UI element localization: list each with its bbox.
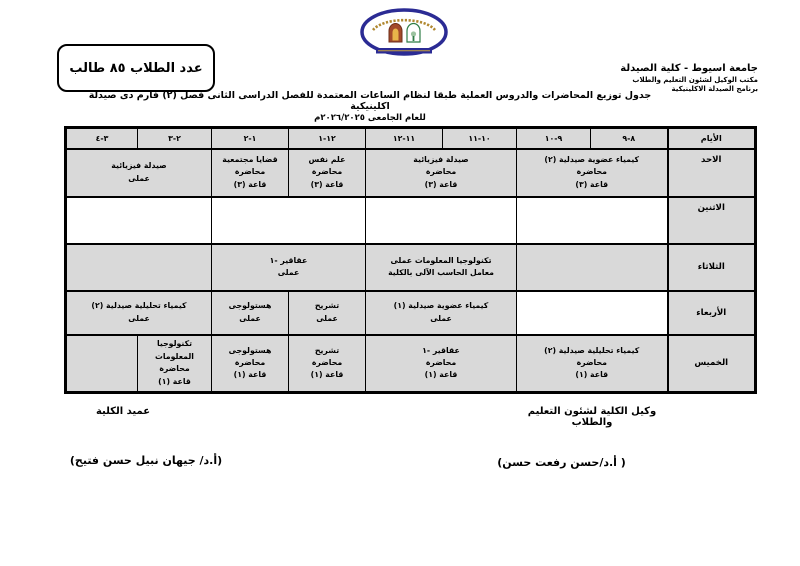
empty-cell bbox=[66, 197, 212, 244]
schedule-cell-line: عملى bbox=[430, 313, 452, 323]
document-title-block bbox=[70, 90, 670, 123]
time-slot-header: ٨-٩ bbox=[591, 128, 668, 149]
day-cell: الخميس bbox=[668, 335, 756, 393]
day-cell: الثلاثاء bbox=[668, 244, 756, 291]
schedule-cell bbox=[66, 291, 212, 335]
schedule-cell-line: محاضرة bbox=[576, 167, 607, 177]
university-logo-icon bbox=[357, 6, 452, 56]
time-slot-header: ٣-٤ bbox=[66, 128, 138, 149]
schedule-cell-line: قاعة (٣) bbox=[233, 179, 267, 189]
schedule-cell-line: قاعة (٣) bbox=[310, 179, 344, 189]
schedule-cell-line: كيمياء تحليلية صيدلية (٢) bbox=[544, 345, 640, 355]
days-column-header: الأيام bbox=[668, 128, 756, 149]
time-slot-header: ٢-٣ bbox=[138, 128, 212, 149]
schedule-cell bbox=[212, 244, 366, 291]
student-count-text: عدد الطلاب ٨٥ طالب bbox=[69, 60, 203, 76]
schedule-cell-line: محاضرة bbox=[425, 358, 457, 368]
schedule-cell-line: تشريح bbox=[314, 345, 340, 355]
schedule-cell bbox=[366, 244, 517, 291]
schedule-cell-line: عقاقير -١ bbox=[422, 345, 460, 355]
schedule-cell-line: صيدلة فيزيائية bbox=[111, 161, 167, 171]
schedule-cell-line: هستولوجى bbox=[228, 345, 272, 355]
schedule-cell-line: تكنولوجيا المعلومات عملى bbox=[390, 255, 492, 265]
schedule-cell-line: قاعة (١) bbox=[158, 376, 191, 386]
schedule-cell-line: عملى bbox=[128, 313, 150, 323]
schedule-cell bbox=[366, 335, 517, 393]
dean-name: (أ.د/ جيهان نبيل حسن فتيح) bbox=[69, 454, 223, 467]
schedule-cell-line: عقاقير -١ bbox=[269, 255, 308, 265]
schedule-cell-line: علم نفس bbox=[308, 154, 346, 164]
schedule-cell-line: صيدلة فيزيائية bbox=[413, 154, 469, 164]
schedule-cell-line: معامل الحاسب الآلى بالكلية bbox=[388, 268, 494, 277]
schedule-cell bbox=[366, 291, 517, 335]
time-slot-header: ١٠-١١ bbox=[443, 128, 517, 149]
vice-dean-title: وكيل الكلية لشئون التعليم والطلاب bbox=[527, 406, 657, 428]
schedule-cell bbox=[517, 149, 668, 197]
schedule-cell-line: قاعة (٣) bbox=[575, 179, 609, 189]
empty-cell bbox=[66, 335, 138, 393]
schedule-cell bbox=[289, 291, 366, 335]
day-cell: الأربعاء bbox=[668, 291, 756, 335]
schedule-cell-line: عملى bbox=[277, 268, 300, 277]
schedule-cell-line: تشريح bbox=[314, 301, 340, 311]
empty-cell bbox=[212, 197, 366, 244]
schedule-cell-line: قضايا مجتمعية bbox=[222, 154, 278, 164]
schedule-cell-line: كيمياء تحليلية صيدلية (٢) bbox=[91, 301, 187, 311]
schedule-table-wrap bbox=[64, 126, 757, 394]
day-cell: الاثنين bbox=[668, 197, 756, 244]
schedule-cell bbox=[66, 149, 212, 197]
schedule-cell bbox=[289, 149, 366, 197]
time-slot-header: ١٢-١ bbox=[289, 128, 366, 149]
time-slot-header: ١١-١٢ bbox=[366, 128, 443, 149]
schedule-cell-line: تكنولوجيا bbox=[156, 339, 193, 349]
schedule-cell-line: محاضرة bbox=[234, 167, 266, 177]
schedule-cell-line: هستولوجى bbox=[228, 301, 272, 311]
schedule-cell-line: محاضرة bbox=[311, 358, 343, 368]
empty-cell bbox=[517, 244, 668, 291]
schedule-cell-line: محاضرة bbox=[311, 167, 343, 177]
university-name: جامعة اسيوط - كلية الصيدلة bbox=[620, 63, 758, 74]
schedule-cell bbox=[138, 335, 212, 393]
schedule-cell-line: كيمياء عضوية صيدلية (١) bbox=[393, 301, 489, 311]
schedule-cell-line: قاعة (٣) bbox=[424, 179, 458, 189]
academic-year: للعام الجامعى ٢٠٢٦/٢٠٢٥م bbox=[314, 113, 426, 123]
schedule-cell-line: قاعة (١) bbox=[310, 370, 344, 380]
schedule-cell bbox=[517, 335, 668, 393]
empty-cell bbox=[66, 244, 212, 291]
student-count-box bbox=[57, 44, 215, 92]
schedule-cell-line: عملى bbox=[316, 313, 338, 323]
office-name: مكتب الوكيل لشئون التعليم والطلاب bbox=[632, 75, 758, 84]
schedule-cell-line: قاعة (١) bbox=[575, 370, 609, 380]
dean-title: عميد الكلية bbox=[95, 406, 151, 417]
schedule-cell-line: محاضرة bbox=[234, 358, 266, 368]
time-slot-header: ٩-١٠ bbox=[517, 128, 591, 149]
schedule-cell bbox=[212, 335, 289, 393]
time-slot-header: ١-٢ bbox=[212, 128, 289, 149]
schedule-cell-line: كيمياء عضوية صيدلية (٢) bbox=[544, 154, 640, 164]
schedule-cell-line: المعلومات bbox=[155, 351, 194, 361]
schedule-cell-line: عملى bbox=[239, 313, 261, 323]
schedule-cell-line: محاضرة bbox=[425, 167, 457, 177]
day-cell: الاحد bbox=[668, 149, 756, 197]
program-name: برنامج الصيدلة الاكلينيكية bbox=[671, 85, 758, 94]
schedule-cell-line: قاعة (١) bbox=[233, 370, 267, 380]
schedule-title: جدول توزيع المحاضرات والدروس العملية طبقا لنظام الساعات المعتمدة للفصل الدراسى الثانى فصل (٢) فارم دى صيدلة اكلينيكية bbox=[88, 90, 652, 112]
schedule-cell bbox=[366, 149, 517, 197]
schedule-cell-line: محاضرة bbox=[159, 364, 190, 374]
empty-cell bbox=[517, 197, 668, 244]
schedule-cell-line: قاعة (١) bbox=[424, 370, 458, 380]
vice-dean-name: ( أ.د/حسن رفعت حسن) bbox=[497, 456, 626, 469]
schedule-table bbox=[64, 126, 757, 394]
schedule-cell bbox=[212, 149, 289, 197]
schedule-cell bbox=[289, 335, 366, 393]
schedule-cell bbox=[212, 291, 289, 335]
schedule-cell-line: محاضرة bbox=[576, 358, 607, 368]
empty-cell bbox=[517, 291, 668, 335]
empty-cell bbox=[366, 197, 517, 244]
schedule-cell-line: عملى bbox=[128, 173, 150, 183]
